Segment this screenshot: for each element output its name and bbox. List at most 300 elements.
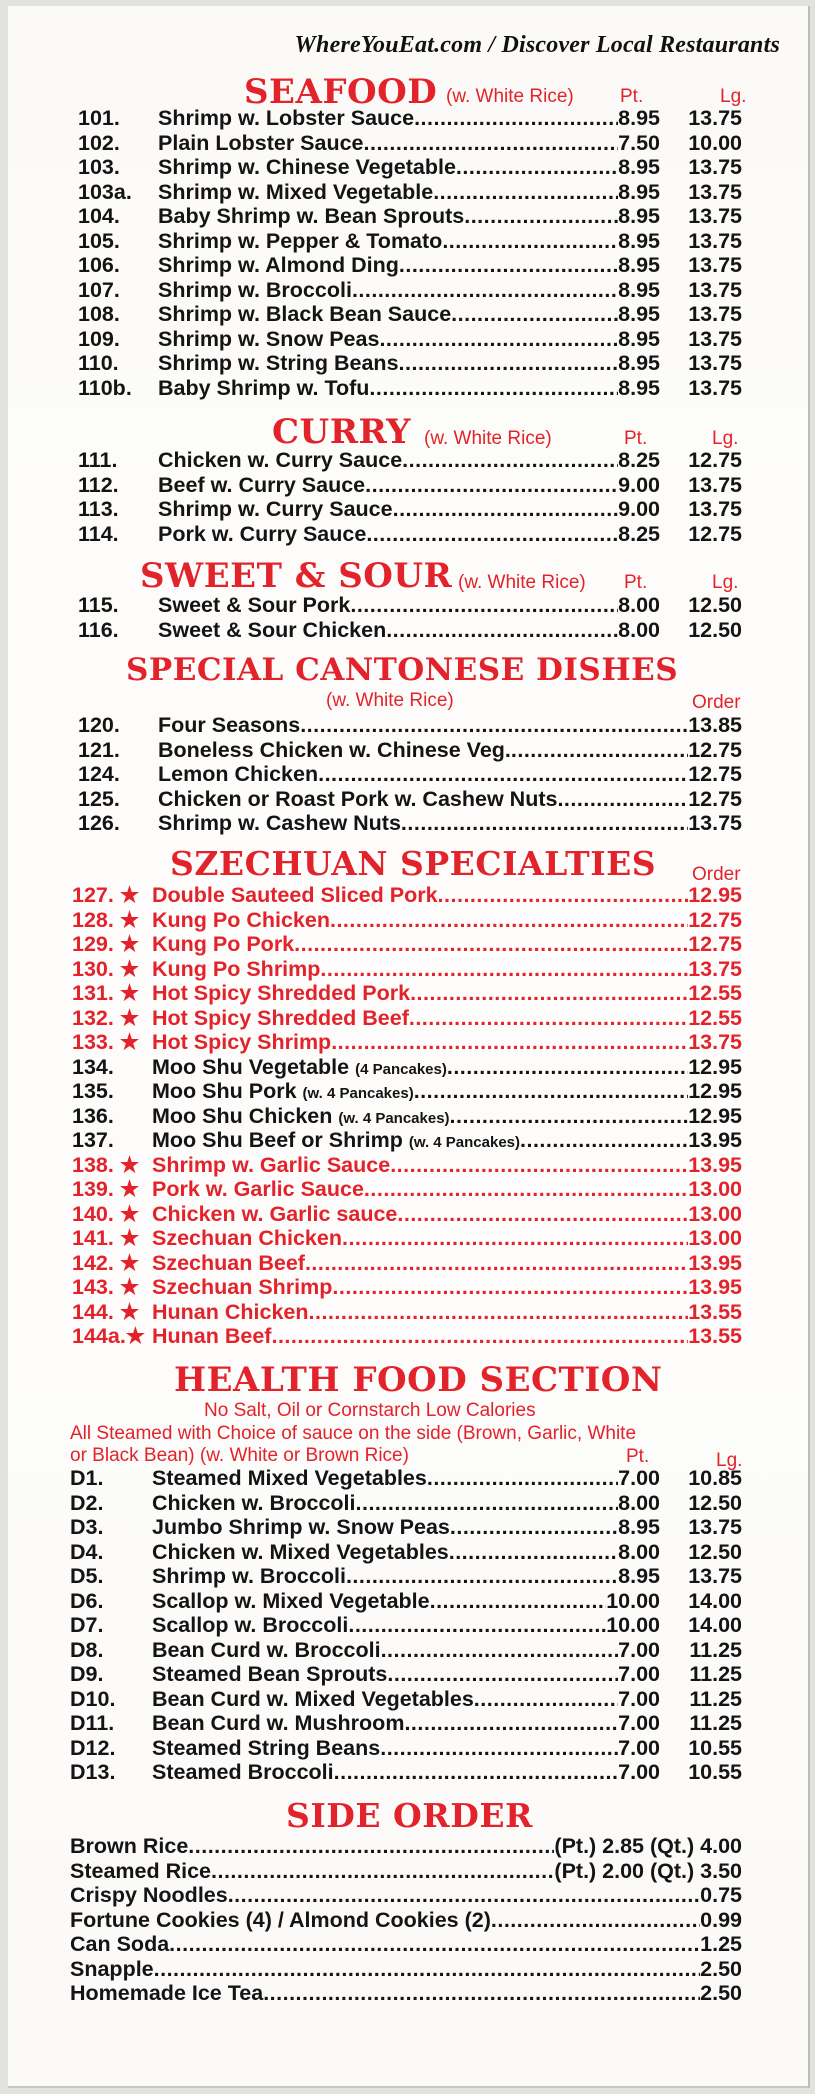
item-number: 131. ★ bbox=[72, 981, 140, 1005]
item-price: 13.00 bbox=[688, 1201, 742, 1226]
item-number: 126. bbox=[78, 811, 120, 835]
item-name: Boneless Chicken w. Chinese Veg. bbox=[158, 737, 511, 762]
leader-dots bbox=[263, 1981, 700, 2006]
item-price-pint: 10.00 bbox=[606, 1588, 660, 1613]
szechuan-col-order: Order bbox=[692, 864, 741, 885]
cantonese-col-order: Order bbox=[692, 692, 741, 713]
side-order-row bbox=[70, 1834, 742, 1859]
leader-dots bbox=[438, 883, 689, 908]
menu-item-row bbox=[78, 497, 660, 522]
item-number: 144a.★ bbox=[72, 1324, 146, 1348]
item-number: 130. ★ bbox=[72, 956, 140, 981]
item-number: 139. ★ bbox=[72, 1177, 140, 1201]
leader-dots bbox=[331, 1030, 688, 1055]
item-number: 107. bbox=[78, 277, 120, 302]
item-price-large: 12.75 bbox=[688, 448, 742, 472]
item-price-pint: 8.95 bbox=[618, 1564, 660, 1588]
item-name: Shrimp w. Black Bean Sauce bbox=[158, 302, 452, 326]
leader-dots bbox=[401, 811, 688, 836]
item-name: Shrimp w. Lobster Sauce bbox=[158, 106, 415, 130]
seafood-col-lg: Lg. bbox=[720, 86, 747, 107]
item-price: 12.75 bbox=[688, 737, 742, 762]
leader-dots bbox=[404, 1711, 618, 1736]
menu-item-row bbox=[72, 1202, 742, 1227]
leader-dots bbox=[294, 932, 688, 957]
leader-dots bbox=[433, 180, 618, 205]
leader-dots bbox=[449, 1540, 618, 1565]
health-title: HEALTH FOOD SECTION bbox=[174, 1360, 663, 1400]
item-price: 12.95 bbox=[688, 883, 742, 907]
item-name: Hunan Beef bbox=[152, 1324, 272, 1348]
side-item-name: Brown Rice bbox=[70, 1834, 189, 1858]
health-subtitle: No Salt, Oil or Cornstarch Low Calories bbox=[204, 1400, 536, 1421]
item-number: 112. bbox=[78, 472, 119, 497]
item-name: Kung Po Shrimp bbox=[152, 956, 321, 981]
item-number: 134. bbox=[72, 1054, 114, 1079]
leader-dots bbox=[409, 1006, 688, 1031]
side-order-row bbox=[70, 1957, 742, 1982]
item-number: 125. bbox=[78, 786, 120, 811]
menu-item-row bbox=[70, 1662, 660, 1687]
item-price-large: 13.75 bbox=[688, 497, 742, 521]
menu-item-row bbox=[72, 1251, 742, 1276]
health-desc-line1: All Steamed with Choice of sauce on the side (Brown, Garlic, White bbox=[70, 1423, 637, 1444]
item-price-large: 13.75 bbox=[688, 253, 742, 277]
leader-dots bbox=[366, 522, 618, 547]
leader-dots bbox=[365, 473, 618, 498]
menu-item-row bbox=[72, 1079, 742, 1104]
leader-dots bbox=[557, 787, 688, 812]
item-name: Bean Curd w. Broccoli bbox=[152, 1637, 381, 1662]
side-item-name: Fortune Cookies (4) / Almond Cookies (2) bbox=[70, 1907, 491, 1932]
item-number: 132. ★ bbox=[72, 1005, 140, 1030]
menu-item-row bbox=[70, 1515, 660, 1540]
item-name: Moo Shu Chicken bbox=[152, 1103, 333, 1128]
item-price-large: 13.75 bbox=[688, 326, 742, 351]
side-item-name: Crispy Noodles bbox=[70, 1883, 228, 1907]
side-item-price: (Pt.) 2.00 (Qt.) 3.50 bbox=[554, 1858, 742, 1883]
item-price: 13.75 bbox=[688, 811, 742, 835]
item-number: D11. bbox=[70, 1711, 115, 1735]
seafood-title: SEAFOOD bbox=[244, 72, 438, 112]
item-number: 144. ★ bbox=[72, 1299, 140, 1324]
item-number: 108. bbox=[78, 302, 120, 326]
item-name: Szechuan Shrimp bbox=[152, 1275, 333, 1299]
item-pancake-note: (4 Pancakes) bbox=[355, 1060, 447, 1078]
side-order-row bbox=[70, 1932, 742, 1957]
item-price-pint: 8.95 bbox=[618, 204, 660, 228]
item-name: Pork w. Curry Sauce bbox=[158, 521, 367, 546]
leader-dots bbox=[379, 327, 618, 352]
item-price-pint: 8.00 bbox=[618, 593, 660, 617]
item-price-large: 10.55 bbox=[688, 1760, 742, 1784]
item-price: 13.95 bbox=[688, 1250, 742, 1275]
item-price: 12.75 bbox=[688, 762, 742, 786]
item-price-pint: 7.00 bbox=[618, 1637, 660, 1662]
menu-item-row bbox=[78, 376, 660, 401]
menu-item-row bbox=[72, 957, 742, 982]
item-price: 12.75 bbox=[688, 786, 742, 811]
curry-col-lg: Lg. bbox=[712, 428, 739, 449]
item-name: Scallop w. Mixed Vegetable bbox=[152, 1588, 430, 1613]
leader-dots bbox=[356, 1491, 619, 1516]
item-name: Steamed Mixed Vegetables bbox=[152, 1466, 427, 1490]
item-pancake-note: (w. 4 Pancakes) bbox=[338, 1109, 450, 1127]
item-name: Scallop w. Broccoli bbox=[152, 1613, 349, 1637]
item-price-large: 12.50 bbox=[688, 593, 742, 617]
item-number: 115. bbox=[78, 593, 119, 617]
item-price: 12.75 bbox=[688, 932, 742, 956]
item-price-large: 13.75 bbox=[688, 204, 742, 228]
leader-dots bbox=[271, 1324, 688, 1349]
item-name: Baby Shrimp w. Tofu bbox=[158, 375, 370, 400]
item-price: 13.55 bbox=[688, 1324, 742, 1348]
side-item-name: Snapple bbox=[70, 1956, 154, 1981]
health-col-lg: Lg. bbox=[716, 1450, 743, 1471]
item-name: Sweet & Sour Chicken bbox=[158, 617, 387, 642]
menu-item-row bbox=[70, 1589, 660, 1614]
item-price-large: 12.50 bbox=[688, 617, 742, 642]
item-price: 13.75 bbox=[688, 956, 742, 981]
item-price-pint: 8.95 bbox=[618, 228, 660, 253]
leader-dots bbox=[393, 497, 619, 522]
item-name: Chicken w. Garlic sauce bbox=[152, 1201, 398, 1226]
menu-item-row bbox=[70, 1760, 660, 1785]
leader-dots bbox=[414, 1079, 688, 1104]
item-number: 103. bbox=[78, 155, 120, 179]
menu-item-row bbox=[70, 1638, 660, 1663]
item-name: Shrimp w. Curry Sauce bbox=[158, 497, 393, 521]
item-price-large: 12.50 bbox=[688, 1539, 742, 1564]
menu-item-row bbox=[70, 1540, 660, 1565]
leader-dots bbox=[399, 253, 618, 278]
item-name: Bean Curd w. Mushroom bbox=[152, 1711, 405, 1735]
item-number: 109. bbox=[78, 326, 120, 351]
side-item-name: Steamed Rice bbox=[70, 1858, 212, 1883]
side-item-price: 0.75 bbox=[700, 1883, 742, 1907]
site-banner: WhereYouEat.com / Discover Local Restaurants bbox=[294, 32, 780, 58]
menu-item-row bbox=[78, 180, 660, 205]
item-name: Jumbo Shrimp w. Snow Peas bbox=[152, 1515, 450, 1539]
item-price-large: 10.00 bbox=[688, 130, 742, 155]
leader-dots bbox=[305, 1251, 688, 1276]
item-name: Shrimp w. Pepper & Tomato bbox=[158, 228, 443, 253]
item-name: Plain Lobster Sauce bbox=[158, 130, 364, 155]
item-pancake-note: (w. 4 Pancakes) bbox=[408, 1134, 521, 1151]
cantonese-title: SPECIAL CANTONESE DISHES bbox=[126, 652, 679, 688]
leader-dots bbox=[450, 1515, 618, 1540]
item-price-pint: 8.00 bbox=[618, 1539, 660, 1564]
item-number: 136. bbox=[72, 1103, 114, 1128]
leader-dots bbox=[451, 302, 618, 327]
menu-item-row bbox=[72, 883, 742, 908]
item-price: 13.00 bbox=[688, 1226, 742, 1250]
item-price-large: 11.25 bbox=[689, 1662, 742, 1686]
menu-item-row bbox=[78, 229, 660, 254]
leader-dots bbox=[464, 204, 618, 229]
menu-item-row bbox=[78, 811, 742, 836]
side-order-row bbox=[70, 1883, 742, 1908]
seafood-col-pt: Pt. bbox=[620, 86, 644, 107]
side-item-price: 0.99 bbox=[700, 1907, 742, 1932]
item-name: Baby Shrimp w. Bean Sprouts bbox=[158, 204, 465, 228]
item-number: D8. bbox=[70, 1637, 104, 1662]
leader-dots bbox=[348, 1613, 606, 1638]
item-name: Shrimp w. Chinese Vegetable bbox=[158, 155, 456, 179]
item-price-large: 11.25 bbox=[689, 1686, 742, 1711]
leader-dots bbox=[342, 1226, 688, 1251]
leader-dots bbox=[188, 1834, 554, 1859]
item-price-large: 13.75 bbox=[688, 472, 742, 497]
side-item-price: 1.25 bbox=[700, 1932, 742, 1956]
menu-paper bbox=[8, 6, 810, 2088]
menu-item-row bbox=[78, 448, 660, 473]
menu-item-row bbox=[78, 253, 660, 278]
item-price: 12.55 bbox=[688, 981, 742, 1005]
side-item-price: (Pt.) 2.85 (Qt.) 4.00 bbox=[554, 1834, 742, 1858]
item-price: 13.95 bbox=[688, 1152, 742, 1177]
item-name: Chicken w. Broccoli bbox=[152, 1490, 356, 1515]
item-number: 121. bbox=[78, 737, 120, 762]
item-price: 12.95 bbox=[688, 1054, 742, 1079]
item-price-large: 13.75 bbox=[688, 1564, 742, 1588]
item-number: 105. bbox=[78, 228, 120, 253]
item-pancake-note: (w. 4 Pancakes) bbox=[302, 1085, 414, 1102]
item-price-pint: 8.95 bbox=[618, 326, 660, 351]
menu-item-row bbox=[70, 1711, 660, 1736]
item-price: 12.75 bbox=[688, 907, 742, 932]
leader-dots bbox=[228, 1883, 700, 1908]
item-number: 137. bbox=[72, 1128, 114, 1152]
leader-dots bbox=[352, 278, 618, 303]
leader-dots bbox=[369, 376, 618, 401]
menu-item-row bbox=[78, 713, 742, 738]
leader-dots bbox=[332, 1275, 688, 1300]
item-name: Hot Spicy Shredded Pork bbox=[152, 981, 411, 1005]
item-name: Shrimp w. Cashew Nuts bbox=[158, 811, 401, 835]
menu-item-row bbox=[78, 522, 660, 547]
item-price-pint: 8.95 bbox=[618, 375, 660, 400]
menu-item-row bbox=[70, 1466, 660, 1491]
item-number: 111. bbox=[78, 448, 118, 472]
item-number: D12. bbox=[70, 1735, 116, 1760]
item-price-pint: 8.95 bbox=[618, 1515, 660, 1539]
leader-dots bbox=[491, 1908, 700, 1933]
item-name: Double Sauteed Sliced Pork bbox=[152, 883, 438, 907]
menu-item-row bbox=[70, 1564, 660, 1589]
item-name: Szechuan Beef bbox=[152, 1250, 305, 1275]
item-name: Chicken w. Mixed Vegetables bbox=[152, 1539, 449, 1564]
leader-dots bbox=[346, 1564, 618, 1589]
item-price-pint: 8.95 bbox=[618, 179, 660, 204]
curry-note: (w. White Rice) bbox=[424, 428, 552, 449]
curry-title: CURRY bbox=[272, 412, 411, 452]
item-number: 124. bbox=[78, 762, 120, 786]
sweet-sour-col-pt: Pt. bbox=[624, 572, 648, 593]
item-name: Steamed String Beans bbox=[152, 1735, 381, 1760]
item-number: 106. bbox=[78, 253, 120, 277]
menu-item-row bbox=[72, 1226, 742, 1251]
menu-item-row bbox=[78, 618, 660, 643]
item-price: 13.95 bbox=[688, 1128, 742, 1152]
item-name: Steamed Broccoli bbox=[152, 1760, 334, 1784]
leader-dots bbox=[211, 1859, 554, 1884]
item-number: 101. bbox=[78, 106, 120, 130]
item-name: Chicken w. Curry Sauce bbox=[158, 448, 403, 472]
item-name: Steamed Bean Sprouts bbox=[152, 1662, 388, 1686]
item-number: D9. bbox=[70, 1662, 104, 1686]
item-price-pint: 7.00 bbox=[618, 1735, 660, 1760]
item-number: D6. bbox=[70, 1588, 104, 1613]
sweet-sour-title: SWEET & SOUR bbox=[140, 556, 453, 596]
health-desc-line2: or Black Bean) (w. White or Brown Rice) bbox=[70, 1445, 409, 1466]
item-price-pint: 7.00 bbox=[618, 1662, 660, 1686]
leader-dots bbox=[330, 908, 688, 933]
item-price-pint: 7.00 bbox=[618, 1711, 660, 1735]
item-name: Shrimp w. String Beans bbox=[158, 351, 399, 375]
item-price-pint: 8.95 bbox=[618, 253, 660, 277]
menu-item-row bbox=[78, 302, 660, 327]
item-price-large: 12.75 bbox=[688, 521, 742, 546]
item-price-pint: 8.95 bbox=[618, 277, 660, 302]
item-number: 133. ★ bbox=[72, 1030, 140, 1054]
item-number: D13. bbox=[70, 1760, 116, 1784]
item-number: 141. ★ bbox=[72, 1226, 140, 1250]
item-price-pint: 8.25 bbox=[618, 521, 660, 546]
item-number: D7. bbox=[70, 1613, 104, 1637]
leader-dots bbox=[309, 1300, 689, 1325]
item-price: 12.95 bbox=[688, 1103, 742, 1128]
leader-dots bbox=[399, 351, 619, 376]
item-number: 143. ★ bbox=[72, 1275, 140, 1299]
leader-dots bbox=[430, 1589, 607, 1614]
item-name: Shrimp w. Broccoli bbox=[158, 277, 352, 302]
item-number: 110. bbox=[78, 351, 119, 375]
side-order-row bbox=[70, 1859, 742, 1884]
leader-dots bbox=[397, 1202, 688, 1227]
leader-dots bbox=[474, 1687, 618, 1712]
item-number: 129. ★ bbox=[72, 932, 140, 956]
item-price-pint: 8.95 bbox=[618, 351, 660, 375]
item-name: Shrimp w. Almond Ding bbox=[158, 253, 399, 277]
item-price-large: 13.75 bbox=[688, 228, 742, 253]
item-price-pint: 9.00 bbox=[618, 472, 660, 497]
leader-dots bbox=[520, 1128, 688, 1153]
item-name: Lemon Chicken bbox=[158, 762, 319, 786]
item-name: Shrimp w. Garlic Sauce bbox=[152, 1152, 391, 1177]
item-number: D10. bbox=[70, 1686, 116, 1711]
item-number: 142. ★ bbox=[72, 1250, 140, 1275]
item-price-pint: 8.00 bbox=[618, 1490, 660, 1515]
item-price-large: 13.75 bbox=[688, 1515, 742, 1539]
leader-dots bbox=[387, 1662, 618, 1687]
leader-dots bbox=[380, 1736, 618, 1761]
leader-dots bbox=[456, 155, 618, 180]
side-order-row bbox=[70, 1908, 742, 1933]
item-price-pint: 8.95 bbox=[618, 106, 660, 130]
item-price-pint: 8.00 bbox=[618, 617, 660, 642]
menu-item-row bbox=[70, 1491, 660, 1516]
sweet-sour-col-lg: Lg. bbox=[712, 572, 739, 593]
item-price-pint: 10.00 bbox=[606, 1613, 660, 1637]
leader-dots bbox=[350, 593, 618, 618]
health-col-pt: Pt. bbox=[626, 1446, 650, 1467]
leader-dots bbox=[364, 131, 619, 156]
item-price-large: 11.25 bbox=[689, 1637, 742, 1662]
item-name: Moo Shu Vegetable bbox=[152, 1054, 350, 1079]
menu-item-row bbox=[72, 1324, 742, 1349]
item-name: Hot Spicy Shredded Beef bbox=[152, 1005, 409, 1030]
menu-item-row bbox=[72, 1104, 742, 1129]
item-price: 12.55 bbox=[688, 1005, 742, 1030]
item-price-large: 12.50 bbox=[688, 1490, 742, 1515]
item-name: Shrimp w. Broccoli bbox=[152, 1564, 346, 1588]
leader-dots bbox=[154, 1957, 701, 1982]
leader-dots bbox=[300, 713, 688, 738]
leader-dots bbox=[442, 229, 618, 254]
leader-dots bbox=[414, 106, 618, 131]
menu-item-row bbox=[72, 1030, 742, 1055]
item-price-pint: 9.00 bbox=[618, 497, 660, 521]
sweet-sour-note: (w. White Rice) bbox=[458, 572, 586, 593]
item-number: D1. bbox=[70, 1466, 104, 1490]
item-number: 138. ★ bbox=[72, 1152, 140, 1177]
leader-dots bbox=[427, 1466, 618, 1491]
side-order-title: SIDE ORDER bbox=[286, 1796, 533, 1835]
item-price-large: 10.55 bbox=[688, 1735, 742, 1760]
item-price-pint: 7.50 bbox=[618, 130, 660, 155]
item-number: 140. ★ bbox=[72, 1201, 140, 1226]
leader-dots bbox=[450, 1104, 689, 1129]
item-name: Shrimp w. Snow Peas bbox=[158, 326, 380, 351]
leader-dots bbox=[447, 1055, 688, 1080]
item-name: Szechuan Chicken bbox=[152, 1226, 342, 1250]
side-item-name: Can Soda bbox=[70, 1932, 170, 1956]
menu-item-row bbox=[78, 762, 742, 787]
item-price: 12.95 bbox=[688, 1079, 742, 1103]
item-price-large: 14.00 bbox=[688, 1588, 742, 1613]
item-name: Kung Po Chicken bbox=[152, 907, 330, 932]
item-price-pint: 7.00 bbox=[618, 1760, 660, 1784]
side-item-price: 2.50 bbox=[700, 1981, 742, 2005]
side-item-price: 2.50 bbox=[700, 1956, 742, 1981]
leader-dots bbox=[364, 1177, 688, 1202]
menu-item-row bbox=[78, 473, 660, 498]
leader-dots bbox=[410, 981, 688, 1006]
item-number: 120. bbox=[78, 713, 120, 737]
menu-item-row bbox=[72, 1275, 742, 1300]
item-name: Beef w. Curry Sauce bbox=[158, 472, 366, 497]
item-price-large: 13.75 bbox=[688, 351, 742, 375]
leader-dots bbox=[318, 762, 688, 787]
item-price-large: 13.75 bbox=[688, 106, 742, 130]
leader-dots bbox=[320, 957, 688, 982]
item-name: Kung Po Pork bbox=[152, 932, 295, 956]
item-price: 13.95 bbox=[688, 1275, 742, 1299]
item-price-large: 10.85 bbox=[688, 1466, 742, 1490]
item-number: 104. bbox=[78, 204, 120, 228]
item-number: 135. bbox=[72, 1079, 114, 1103]
item-price-pint: 7.00 bbox=[618, 1686, 660, 1711]
item-name: Hot Spicy Shrimp bbox=[152, 1030, 332, 1054]
item-name: Shrimp w. Mixed Vegetable bbox=[158, 179, 434, 204]
menu-item-row bbox=[72, 932, 742, 957]
item-name: Moo Shu Beef or Shrimp bbox=[152, 1128, 403, 1152]
item-price-pint: 8.95 bbox=[618, 302, 660, 326]
item-name: Four Seasons bbox=[158, 713, 301, 737]
menu-item-row bbox=[70, 1736, 660, 1761]
item-price: 13.75 bbox=[688, 1030, 742, 1054]
